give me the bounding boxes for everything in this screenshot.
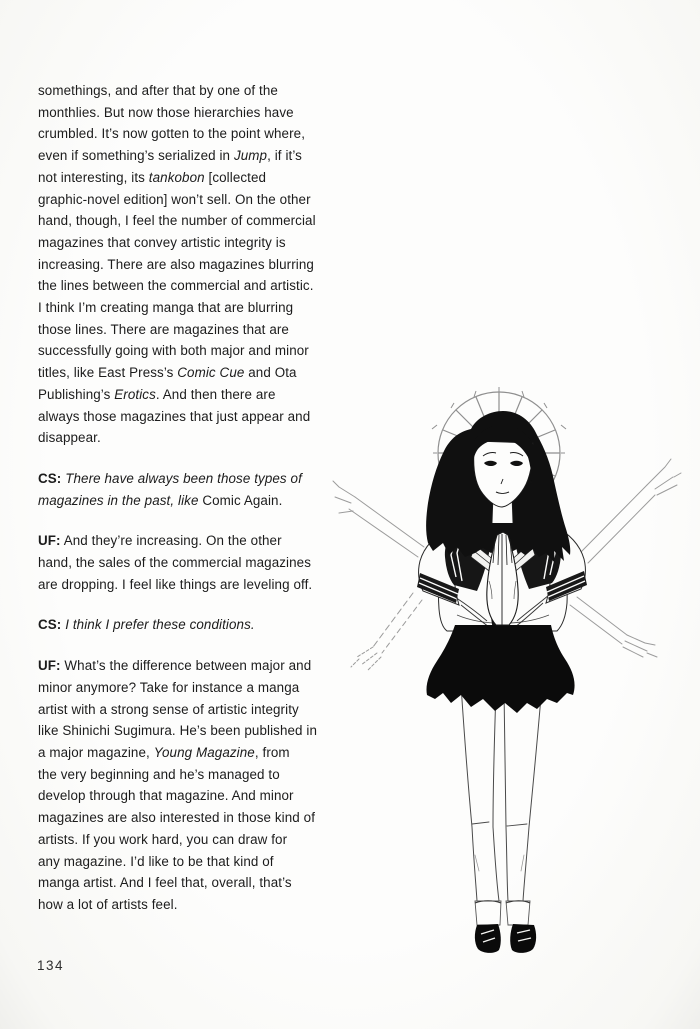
text-run: magazines that convey artistic integrity is — [38, 234, 286, 250]
text-run: artist with a strong sense of artistic integrity — [38, 701, 299, 717]
text-run: somethings, and after that by one of the — [38, 83, 278, 98]
text-line — [38, 362, 374, 384]
text-run: Comic Again. — [198, 492, 283, 508]
text-run: disappear. — [38, 430, 101, 446]
page-number: 134 — [37, 958, 65, 973]
text-line — [38, 807, 374, 829]
text-line — [38, 720, 374, 742]
text-run: any magazine. I’d like to be that kind of — [38, 853, 274, 869]
text-run: successfully going with both major and minor — [38, 343, 309, 359]
text-run: hand, though, I feel the number of commercial — [38, 213, 316, 229]
text-line — [38, 340, 374, 362]
text-run: how a lot of artists feel. — [38, 896, 178, 912]
text-run: Erotics — [114, 386, 156, 402]
text-line — [38, 742, 374, 764]
text-line — [38, 677, 374, 699]
paragraph — [38, 614, 374, 636]
text-line — [38, 427, 374, 449]
text-run: monthlies. But now those hierarchies have — [38, 104, 294, 120]
text-run: Young Magazine — [153, 744, 255, 760]
text-run: [collected — [204, 169, 267, 185]
text-line — [38, 102, 374, 124]
text-run: artists. If you work hard, you can draw for — [38, 831, 288, 847]
paragraph — [38, 530, 374, 595]
text-run: develop through that magazine. And minor — [38, 788, 294, 804]
text-line — [38, 851, 374, 873]
text-line — [38, 319, 374, 341]
skirt — [426, 625, 574, 713]
text-run: Comic Cue — [177, 365, 245, 381]
text-line — [38, 468, 374, 490]
speaker-label: CS: — [38, 470, 62, 486]
text-run: are dropping. I feel like things are leveling off. — [38, 576, 313, 592]
text-line — [38, 254, 374, 276]
text-run: graphic-novel edition] won’t sell. On the other — [38, 191, 311, 207]
text-line — [38, 123, 374, 145]
text-run: always those magazines that just appear and — [38, 408, 311, 424]
socks — [475, 901, 530, 925]
text-run: a major magazine, — [38, 744, 154, 760]
shoes — [475, 924, 536, 953]
text-run: I think I prefer these conditions. — [65, 617, 255, 633]
text-run: What’s the difference between major and — [60, 658, 312, 674]
text-line — [38, 574, 374, 596]
text-line — [38, 552, 374, 574]
text-run: even if something’s serialized in — [38, 148, 234, 164]
text-line — [38, 189, 374, 211]
paragraph — [38, 468, 374, 511]
paragraph — [38, 80, 374, 449]
text-line — [38, 406, 374, 428]
text-line — [38, 530, 374, 552]
text-run: like Shinichi Sugimura. He’s been published in — [38, 723, 318, 739]
text-run: . And then there are — [155, 386, 276, 402]
text-run: titles, like East Press’s — [38, 365, 178, 381]
speaker-label: CS: — [38, 617, 62, 633]
text-run: hand, the sales of the commercial magazines — [38, 555, 311, 571]
text-line — [38, 275, 374, 297]
text-line — [38, 80, 374, 102]
speaker-label: UF: — [38, 658, 61, 674]
text-run: increasing. There are also magazines blurring — [38, 256, 314, 272]
text-line — [38, 614, 374, 636]
earring — [530, 481, 533, 484]
text-run: There have always been those types of — [65, 470, 302, 486]
text-run: not interesting, its — [38, 169, 149, 185]
text-run: Publishing’s — [38, 386, 115, 402]
text-line — [38, 699, 374, 721]
text-run: and Ota — [244, 365, 297, 381]
text-line — [38, 655, 374, 677]
text-run: magazines in the past, like — [38, 492, 199, 508]
text-run: crumbled. It’s now gotten to the point where, — [38, 126, 306, 142]
text-run: And they’re increasing. On the other — [60, 533, 282, 549]
text-run: I think I’m creating manga that are blurring — [38, 300, 294, 316]
text-run: minor anymore? Take for instance a manga — [38, 679, 300, 695]
text-line — [38, 490, 374, 512]
text-line — [38, 145, 374, 167]
interview-transcript — [38, 80, 374, 935]
text-run: Jump — [233, 148, 268, 164]
text-line — [38, 167, 374, 189]
text-line — [38, 785, 374, 807]
legs — [461, 685, 542, 901]
text-line — [38, 210, 374, 232]
text-run: those lines. There are magazines that are — [38, 321, 289, 337]
text-line — [38, 232, 374, 254]
text-line — [38, 829, 374, 851]
text-run: tankobon — [148, 169, 205, 185]
text-run: manga artist. And I feel that, overall, that’s — [38, 875, 292, 891]
text-run: the very beginning and he’s managed to — [38, 766, 280, 782]
speaker-label: UF: — [38, 533, 61, 549]
text-run: the lines between the commercial and artistic. — [38, 278, 314, 294]
text-line — [38, 297, 374, 319]
text-line — [38, 384, 374, 406]
text-line — [38, 872, 374, 894]
text-run: , from — [254, 744, 290, 760]
text-line — [38, 894, 374, 916]
illustration-six-armed-schoolgirl — [325, 385, 700, 970]
text-run: , if it’s — [267, 148, 302, 164]
text-line — [38, 764, 374, 786]
paragraph — [38, 655, 374, 915]
text-run: magazines are also interested in those kind of — [38, 810, 316, 826]
